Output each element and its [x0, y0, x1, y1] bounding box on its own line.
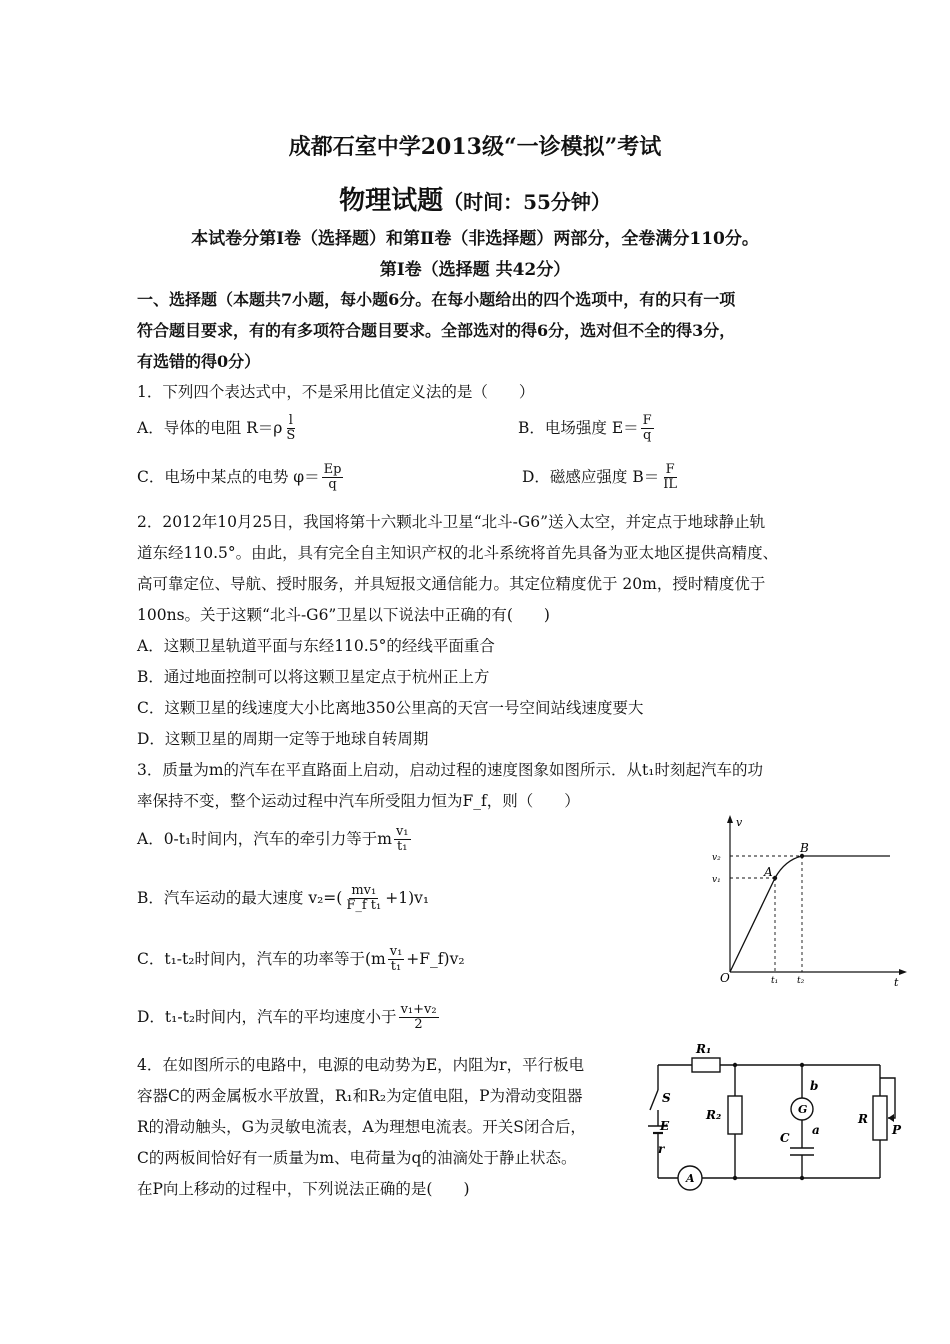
label-c: C: [780, 1131, 790, 1145]
q2-stem-line1: 2．2012年10月25日，我国将第十六颗北斗卫星“北斗-G6”送入太空，并定点于地球静止轨: [137, 513, 766, 531]
label-s: S: [662, 1091, 671, 1105]
q3-b-num: mv₁: [351, 883, 377, 898]
q1-b-num: F: [642, 413, 652, 428]
q2-stem-line4: 100ns。关于这颗“北斗-G6”卫星以下说法中正确的有( ): [137, 606, 550, 624]
q3-option-c-text: C．t₁-t₂时间内，汽车的功率等于(m: [137, 949, 386, 968]
q1-stem: 1．下列四个表达式中，不是采用比值定义法的是（ ）: [137, 383, 535, 401]
q4-stem-line3: R的滑动触头，G为灵敏电流表，A为理想电流表。开关S闭合后，: [137, 1118, 586, 1136]
switch-s: [650, 1090, 658, 1110]
q4-stem-line1: 4．在如图所示的电路中，电源的电动势为E，内阻为r，平行板电: [137, 1056, 585, 1074]
resistor-r1: [692, 1058, 720, 1072]
q2-stem-line3: 高可靠定位、导航、授时服务，并具短报文通信能力。其定位精度优于 20m，授时精度优于: [137, 575, 766, 593]
rheostat-r: [873, 1096, 887, 1140]
t1-tick-label: t₁: [771, 976, 779, 986]
q3-d-num: v₁+v₂: [400, 1002, 437, 1017]
v1-tick-label: v₁: [712, 875, 721, 885]
q3-c-fraction: [388, 945, 405, 975]
origin-label: O: [720, 971, 730, 985]
t-axis-arrow-icon: [899, 969, 907, 975]
q4-stem-line4: C的两板间恰好有一质量为m、电荷量为q的油滴处于静止状态。: [137, 1149, 577, 1167]
subject-title: [0, 180, 950, 217]
q1-option-a: [137, 414, 299, 444]
section-instructions-line1: 一、选择题（本题共7小题，每小题6分。在每小题给出的四个选项中，有的只有一项: [137, 290, 736, 309]
q1-a-fraction: [284, 414, 297, 444]
exam-title: 成都石室中学2013级“一诊模拟”考试: [288, 134, 662, 160]
q3-a-num: v₁: [395, 824, 409, 839]
q3-velocity-time-graph: [700, 812, 910, 987]
t2-tick-label: t₂: [797, 976, 805, 986]
label-b: b: [810, 1079, 819, 1093]
label-a: A: [686, 1172, 695, 1185]
q1-c-den: q: [328, 477, 337, 493]
q1-b-den: q: [642, 428, 652, 444]
time-limit: （时间：55分钟）: [443, 190, 611, 214]
point-b-label: B: [800, 841, 809, 855]
q2-option-a: A．这颗卫星轨道平面与东经110.5°的经线平面重合: [137, 637, 495, 655]
q1-option-b: [518, 414, 656, 444]
label-g: G: [798, 1103, 808, 1116]
q3-option-c: [137, 945, 465, 975]
q2-option-d: D．这颗卫星的周期一定等于地球自转周期: [137, 730, 429, 748]
label-a-node: a: [812, 1123, 820, 1137]
label-e: E: [660, 1119, 670, 1133]
velocity-curve: [730, 856, 890, 972]
q3-b-den: F_f t₁: [346, 898, 382, 914]
q1-option-a-text: A．导体的电阻 R＝ρ: [137, 418, 283, 437]
q1-b-fraction: [641, 414, 654, 444]
point-a-marker: [773, 876, 777, 880]
q3-option-c-tail: +F_f)v₂: [406, 949, 465, 968]
exam-intro: 本试卷分第Ⅰ卷（选择题）和第Ⅱ卷（非选择题）两部分，全卷满分110分。: [191, 229, 759, 249]
q1-c-num: Ep: [323, 462, 342, 477]
q3-d-den: 2: [414, 1017, 423, 1033]
q1-option-b-text: B．电场强度 E＝: [518, 418, 639, 437]
q3-option-b-text: B．汽车运动的最大速度 v₂=(: [137, 888, 343, 907]
subject-name: 物理试题: [339, 186, 444, 216]
q3-c-den: t₁: [390, 959, 402, 975]
junction-dot: [733, 1176, 737, 1180]
t-axis-label: t: [894, 976, 899, 987]
label-r-rheostat: R: [858, 1112, 868, 1126]
q3-b-fraction: [344, 884, 383, 914]
junction-dot: [800, 1176, 804, 1180]
part-one-heading: 第Ⅰ卷（选择题 共42分）: [379, 260, 571, 280]
q3-option-a-text: A．0-t₁时间内，汽车的牵引力等于m: [137, 829, 392, 848]
junction-dot: [733, 1063, 737, 1067]
q3-stem-line1: 3．质量为m的汽车在平直路面上启动，启动过程的速度图象如图所示．从t₁时刻起汽车的功: [137, 761, 764, 779]
slider-arrow-icon: [888, 1114, 894, 1122]
q4-stem-line5: 在P向上移动的过程中，下列说法正确的是( ): [137, 1180, 470, 1198]
q2-option-c: C．这颗卫星的线速度大小比离地350公里高的天宫一号空间站线速度要大: [137, 699, 644, 717]
label-r1: R₁: [696, 1042, 712, 1056]
q4-stem-line2: 容器C的两金属板水平放置，R₁和R₂为定值电阻，P为滑动变阻器: [137, 1087, 583, 1105]
q3-a-fraction: [394, 825, 411, 855]
label-p: P: [892, 1123, 902, 1137]
resistor-r2: [728, 1096, 742, 1134]
v-axis-label: v: [736, 816, 743, 829]
q1-option-c: [137, 463, 345, 493]
label-r-internal: r: [658, 1142, 665, 1156]
section-instructions-line2: 符合题目要求，有的有多项符合题目要求。全部选对的得6分，选对但不全的得3分，: [137, 321, 736, 340]
point-a-label: A: [764, 865, 773, 879]
q2-option-b: B．通过地面控制可以将这颗卫星定点于杭州正上方: [137, 668, 490, 686]
junction-dot: [800, 1063, 804, 1067]
v2-tick-label: v₂: [712, 853, 721, 863]
section-instructions-line3: 有选错的得0分）: [137, 352, 261, 371]
q3-c-num: v₁: [389, 944, 403, 959]
v-axis-arrow-icon: [727, 815, 733, 823]
q3-stem-line2: 率保持不变，整个运动过程中汽车所受阻力恒为F_f，则（ ）: [137, 792, 580, 810]
q3-d-fraction: [399, 1003, 439, 1033]
label-r2: R₂: [706, 1108, 722, 1122]
q1-d-fraction: [661, 463, 679, 493]
q1-d-num: F: [665, 462, 675, 477]
q3-option-b: [137, 884, 429, 914]
q3-option-b-tail: +1)v₁: [385, 888, 430, 907]
q1-option-d: [522, 463, 681, 493]
q3-a-den: t₁: [397, 839, 408, 855]
q1-c-fraction: [322, 463, 344, 493]
q4-circuit-diagram: [640, 1038, 910, 1198]
q1-d-den: IL: [663, 477, 678, 493]
q1-a-den: S: [286, 428, 296, 444]
q1-option-c-text: C．电场中某点的电势 φ＝: [137, 467, 320, 486]
q3-option-a: [137, 825, 413, 855]
q3-option-d: [137, 1003, 441, 1033]
q1-option-d-text: D．磁感应强度 B＝: [522, 467, 660, 486]
q2-stem-line2: 道东经110.5°。由此，具有完全自主知识产权的北斗系统将首先具备为亚太地区提供高精度、: [137, 544, 779, 562]
q3-option-d-text: D．t₁-t₂时间内，汽车的平均速度小于: [137, 1007, 397, 1026]
q1-a-num: l: [288, 413, 293, 428]
